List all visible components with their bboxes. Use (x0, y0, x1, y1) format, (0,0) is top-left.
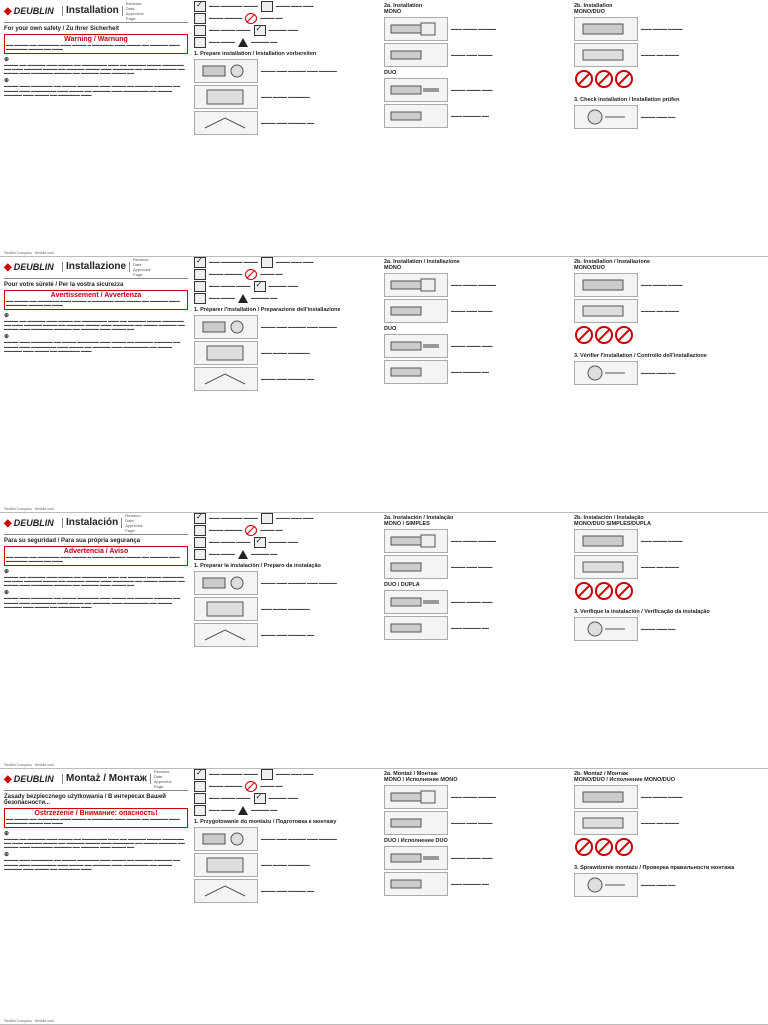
monoduo-illustration-1 (574, 529, 638, 553)
duo-title: DUO / DUPLA (384, 582, 420, 588)
sheet-header (4, 0, 188, 23)
prohibited-icon (245, 13, 257, 24)
sheet-header (4, 256, 188, 279)
page-footer: Deublin Company · deublin.com (4, 507, 54, 511)
lang-flag-es: ⊕ (4, 568, 10, 575)
tape-icon (194, 281, 206, 292)
prepare-illustration-2 (194, 853, 258, 877)
install-2b-title: 2b. Montaż / Монтаж MONO/DUO / Исполнение MONO/DUO (574, 771, 676, 783)
prepare-column: ✓ ▬▬▬ ▬▬▬▬▬▬ ▬▬▬▬ ▬▬▬▬ ▬▬▬ ▬▬▬ ▬▬▬▬ ▬▬▬▬▬ ▬▬▬▬ ▬▬ ▬▬▬ ▬▬▬▬ ▬▬▬▬ ✓ ▬▬▬▬▬ ▬▬▬ ▬▬▬ ▬▬▬▬ ▬▬▬▬▬ ▬▬ 1. Przygotowanie do montażu / Подготовка к монтажу ▬▬▬▬ ▬▬▬ ▬▬▬▬▬ ▬▬▬ ▬▬▬▬▬ ▬▬▬ ▬▬▬▬ ▬▬▬▬▬▬ ▬▬▬▬ ▬▬▬ ▬▬▬▬▬ ▬▬ (194, 768, 378, 1024)
hand-icon (194, 549, 206, 560)
prohibited-sign-icon (615, 582, 633, 600)
sheet-title: Installation (62, 6, 123, 16)
page-footer: Deublin Company · deublin.com (4, 251, 54, 255)
check-illustration (574, 361, 638, 385)
checkmark-icon (194, 1, 206, 12)
prohibited-sign-icon (575, 838, 593, 856)
install-title: 2a. Instalación / Instalação MONO / SIMPLES (384, 515, 454, 527)
lang-flag-pl: ⊕ (4, 830, 10, 837)
prepare-section-title: 1. Przygotowanie do montażu / Подготовка к монтажу (194, 819, 337, 825)
prohibited-sign-icon (575, 326, 593, 344)
safety-title: Para su seguridad / Para sua própria segurança (4, 538, 141, 544)
install-mono-column: 2a. Montaż / Монтаж MONO / Исполнение MONO ▬▬▬ ▬▬▬▬ ▬▬▬▬▬ ▬▬▬▬ ▬▬▬ ▬▬▬▬ DUO / Исполнение DUO ▬▬▬▬ ▬▬▬▬ ▬▬▬ ▬▬▬ ▬▬▬▬▬ ▬▬ (384, 768, 568, 1024)
monoduo-illustration-1 (574, 273, 638, 297)
deublin-logo: ◆ DEUBLIN (4, 517, 54, 529)
checkmark-icon (194, 257, 206, 268)
prepare-column: ✓ ▬▬▬ ▬▬▬▬▬▬ ▬▬▬▬ ▬▬▬▬ ▬▬▬ ▬▬▬ ▬▬▬▬ ▬▬▬▬▬ ▬▬▬▬ ▬▬ ▬▬▬ ▬▬▬▬ ▬▬▬▬ ✓ ▬▬▬▬▬ ▬▬▬ ▬▬▬ ▬▬▬▬ ▬▬▬▬▬ ▬▬ 1. Prepare installation / Installation vorbereiten ▬▬▬▬ ▬▬▬ ▬▬▬▬▬ ▬▬▬ ▬▬▬▬▬ ▬▬▬ ▬▬▬▬ ▬▬▬▬▬▬ ▬▬▬▬ ▬▬▬ ▬▬▬▬▬ ▬▬ (194, 0, 378, 256)
wrench-icon (261, 513, 273, 524)
prepare-illustration-2 (194, 597, 258, 621)
duo-step-illustration-1 (384, 334, 448, 358)
prohibited-sign-icon (615, 838, 633, 856)
deublin-logo: ◆ DEUBLIN (4, 5, 54, 17)
lang-flag-pt: ⊕ (4, 590, 10, 597)
warning-title: Advertencia / Aviso (63, 548, 129, 555)
monoduo-illustration-2 (574, 811, 638, 835)
duo-step-illustration-1 (384, 590, 448, 614)
safety-text-en: ▬▬▬▬ ▬▬ ▬▬▬▬▬ ▬▬▬ ▬▬▬▬ ▬▬ ▬▬▬▬▬▬▬ ▬▬▬ ▬▬ ▬▬▬▬▬ ▬▬▬▬ ▬▬▬▬▬▬ ▬▬ ▬▬▬ ▬▬▬▬▬ ▬▬▬▬ ▬▬ ▬▬▬▬▬ ▬▬▬▬ ▬▬▬ ▬▬▬▬▬▬ ▬▬ ▬▬▬▬ ▬▬▬▬▬ ▬▬ ▬▬▬▬ ▬▬▬ ▬▬▬▬▬▬ ▬▬▬▬▬ ▬▬ ▬▬▬▬▬ ▬▬▬ ▬▬▬▬ ▬▬ (4, 62, 185, 76)
deublin-logo: ◆ DEUBLIN (4, 773, 54, 785)
prepare-illustration-3 (194, 623, 258, 647)
checkmark-icon (254, 537, 266, 548)
prohibited-sign-icon (615, 326, 633, 344)
mono-step-illustration-1 (384, 785, 448, 809)
prohibited-icon (245, 525, 257, 536)
eye-icon (194, 525, 206, 536)
install-monoduo-column: 2b. Montaż / Монтаж MONO/DUO / Исполнение MONO/DUO ▬▬▬ ▬▬▬▬ ▬▬▬▬ ▬▬▬▬ ▬▬ ▬▬▬▬ 3. Sprawdzenie montażu / Проверка правильности монтажа ▬▬▬▬ ▬▬▬ ▬▬ (574, 768, 764, 1024)
duo-title: DUO / Исполнение DUO (384, 838, 448, 844)
warning-icon (238, 806, 248, 815)
safety-text-pl: ▬▬▬▬ ▬▬ ▬▬▬▬▬ ▬▬▬ ▬▬▬▬ ▬▬ ▬▬▬▬▬▬▬ ▬▬▬ ▬▬ ▬▬▬▬▬ ▬▬▬▬ ▬▬▬▬▬▬ ▬▬ ▬▬▬ ▬▬▬▬▬ ▬▬▬▬ ▬▬ ▬▬▬▬▬ ▬▬▬▬ ▬▬▬ ▬▬▬▬▬▬ ▬▬ ▬▬▬▬ ▬▬▬▬▬ ▬▬ ▬▬▬▬ ▬▬▬ ▬▬▬▬▬▬ ▬▬▬▬▬ ▬▬ ▬▬▬▬▬ ▬▬▬ ▬▬▬▬ ▬▬ (4, 836, 185, 850)
duo-step-illustration-1 (384, 78, 448, 102)
mono-step-illustration-1 (384, 273, 448, 297)
install-monoduo-column: 2b. Instalación / Instalação MONO/DUO SIMPLES/DUPLA ▬▬▬ ▬▬▬▬ ▬▬▬▬ ▬▬▬▬ ▬▬ ▬▬▬▬ 3. Verifique la instalación / Verificação da instalação ▬▬▬▬ ▬▬▬ ▬▬ (574, 512, 764, 768)
warning-box (4, 546, 188, 566)
warning-icon (238, 38, 248, 47)
duo-step-illustration-2 (384, 616, 448, 640)
warning-text: ▬▬ ▬▬▬▬ ▬▬ ▬▬▬▬▬▬ ▬▬▬ ▬▬▬▬ ▬ ▬▬▬▬▬▬ ▬▬▬ ▬▬▬▬ ▬▬ ▬▬▬▬▬ ▬▬▬ ▬▬▬▬▬▬ ▬▬▬▬ ▬▬ ▬▬▬ (6, 817, 180, 826)
checkmark-icon (254, 25, 266, 36)
page-footer: Deublin Company · deublin.com (4, 1019, 54, 1023)
lang-flag-de: ⊕ (4, 78, 10, 85)
prohibited-sign-icon (575, 582, 593, 600)
prohibited-sign-icon (595, 70, 613, 88)
safety-column (4, 256, 188, 512)
warning-title: Avertissement / Avvertenza (50, 292, 142, 299)
install-2b-title: 2b. Instalación / Instalação MONO/DUO SIMPLES/DUPLA (574, 515, 652, 527)
safety-text-es: ▬▬▬▬ ▬▬ ▬▬▬▬▬ ▬▬▬ ▬▬▬▬ ▬▬ ▬▬▬▬▬▬▬ ▬▬▬ ▬▬ ▬▬▬▬▬ ▬▬▬▬ ▬▬▬▬▬▬ ▬▬ ▬▬▬ ▬▬▬▬▬ ▬▬▬▬ ▬▬ ▬▬▬▬▬ ▬▬▬▬ ▬▬▬ ▬▬▬▬▬▬ ▬▬ ▬▬▬▬ ▬▬▬▬▬ ▬▬ ▬▬▬▬ ▬▬▬ ▬▬▬▬▬▬ ▬▬▬▬▬ ▬▬ ▬▬▬▬▬ ▬▬▬ ▬▬▬▬ ▬▬ (4, 574, 185, 588)
mono-step-illustration-2 (384, 811, 448, 835)
duo-step-illustration-1 (384, 846, 448, 870)
eye-icon (194, 781, 206, 792)
mono-step-illustration-2 (384, 299, 448, 323)
hand-icon (194, 805, 206, 816)
prepare-section-title: 1. Prepare installation / Installation vorbereiten (194, 51, 317, 57)
sheet-pl-ru (0, 768, 768, 1025)
prohibited-icon (245, 269, 257, 280)
install-mono-column: 2a. Installation MONO ▬▬▬ ▬▬▬▬ ▬▬▬▬▬ ▬▬▬▬ ▬▬▬ ▬▬▬▬ DUO ▬▬▬▬ ▬▬▬▬ ▬▬▬ ▬▬▬ ▬▬▬▬▬ ▬▬ (384, 0, 568, 256)
warning-box (4, 290, 188, 310)
prepare-illustration-1 (194, 315, 258, 339)
install-mono-column: 2a. Installation / Installazione MONO ▬▬▬ ▬▬▬▬ ▬▬▬▬▬ ▬▬▬▬ ▬▬▬ ▬▬▬▬ DUO ▬▬▬▬ ▬▬▬▬ ▬▬▬ ▬▬▬ ▬▬▬▬▬ ▬▬ (384, 256, 568, 512)
prepare-illustration-2 (194, 341, 258, 365)
safety-column (4, 0, 188, 256)
safety-title: For your own safety / Zu Ihrer Sicherheit (4, 26, 120, 32)
warning-box (4, 34, 188, 54)
checkmark-icon (194, 769, 206, 780)
warning-icon (238, 550, 248, 559)
lang-flag-fr: ⊕ (4, 312, 10, 319)
check-section-title: 3. Sprawdzenie montażu / Проверка правильности монтажа (574, 865, 735, 871)
hand-icon (194, 37, 206, 48)
install-title: 2a. Montaż / Монтаж MONO / Исполнение MONO (384, 771, 458, 783)
prohibited-sign-icon (575, 70, 593, 88)
deublin-logo: ◆ DEUBLIN (4, 261, 54, 273)
prepare-column: ✓ ▬▬▬ ▬▬▬▬▬▬ ▬▬▬▬ ▬▬▬▬ ▬▬▬ ▬▬▬ ▬▬▬▬ ▬▬▬▬▬ ▬▬▬▬ ▬▬ ▬▬▬ ▬▬▬▬ ▬▬▬▬ ✓ ▬▬▬▬▬ ▬▬▬ ▬▬▬ ▬▬▬▬ ▬▬▬▬▬ ▬▬ 1. Préparer l'installation / Preparazione dell'installazione ▬▬▬▬ ▬▬▬ ▬▬▬▬▬ ▬▬▬ ▬▬▬▬▬ ▬▬▬ ▬▬▬▬ ▬▬▬▬▬▬ ▬▬▬▬ ▬▬▬ ▬▬▬▬▬ ▬▬ (194, 256, 378, 512)
prepare-column: ✓ ▬▬▬ ▬▬▬▬▬▬ ▬▬▬▬ ▬▬▬▬ ▬▬▬ ▬▬▬ ▬▬▬▬ ▬▬▬▬▬ ▬▬▬▬ ▬▬ ▬▬▬ ▬▬▬▬ ▬▬▬▬ ✓ ▬▬▬▬▬ ▬▬▬ ▬▬▬ ▬▬▬▬ ▬▬▬▬▬ ▬▬ 1. Preparar la instalación / Preparo da instalação ▬▬▬▬ ▬▬▬ ▬▬▬▬▬ ▬▬▬ ▬▬▬▬▬ ▬▬▬ ▬▬▬▬ ▬▬▬▬▬▬ ▬▬▬▬ ▬▬▬ ▬▬▬▬▬ ▬▬ (194, 512, 378, 768)
prepare-illustration-2 (194, 85, 258, 109)
sheet-title: Montaż / Монтаж (62, 774, 151, 784)
checkmark-icon (254, 281, 266, 292)
install-2b-title: 2b. Installation / Installazione MONO/DUO (574, 259, 651, 271)
safety-title: Pour votre sûreté / Per la vostra sicurezza (4, 282, 124, 288)
safety-text-pt: ▬▬▬▬ ▬▬▬ ▬▬▬▬▬▬ ▬▬ ▬▬▬▬ ▬▬▬▬▬▬ ▬▬▬ ▬▬▬▬ ▬▬ ▬▬▬▬▬ ▬▬▬▬▬ ▬▬ ▬▬▬▬ ▬▬▬ ▬▬▬▬▬▬▬ ▬▬▬ ▬▬▬▬ ▬▬ ▬▬▬▬▬ ▬▬▬ ▬▬▬▬▬▬▬ ▬▬ ▬▬▬▬ ▬▬▬▬▬ ▬▬▬ ▬▬▬▬ ▬▬ ▬▬▬▬▬▬ ▬▬▬ (4, 596, 181, 610)
monoduo-illustration-1 (574, 17, 638, 41)
monoduo-illustration-2 (574, 43, 638, 67)
check-illustration (574, 873, 638, 897)
duo-step-illustration-2 (384, 360, 448, 384)
tape-icon (194, 537, 206, 548)
safety-text-it: ▬▬▬▬ ▬▬▬ ▬▬▬▬▬▬ ▬▬ ▬▬▬▬ ▬▬▬▬▬▬ ▬▬▬ ▬▬▬▬ ▬▬ ▬▬▬▬▬ ▬▬▬▬▬ ▬▬ ▬▬▬▬ ▬▬▬ ▬▬▬▬▬▬▬ ▬▬▬ ▬▬▬▬ ▬▬ ▬▬▬▬▬ ▬▬▬ ▬▬▬▬▬▬▬ ▬▬ ▬▬▬▬ ▬▬▬▬▬ ▬▬▬ ▬▬▬▬ ▬▬ ▬▬▬▬▬▬ ▬▬▬ (4, 340, 181, 354)
mono-step-illustration-2 (384, 555, 448, 579)
checkmark-icon (194, 513, 206, 524)
duo-step-illustration-2 (384, 104, 448, 128)
prepare-illustration-1 (194, 59, 258, 83)
lang-flag-it: ⊕ (4, 334, 10, 341)
install-title: 2a. Installation / Installazione MONO (384, 259, 460, 271)
warning-text: ▬▬ ▬▬▬▬ ▬▬ ▬▬▬▬▬▬ ▬▬▬ ▬▬▬▬ ▬ ▬▬▬▬▬▬ ▬▬▬ ▬▬▬▬ ▬▬ ▬▬▬▬▬ ▬▬▬ ▬▬▬▬▬▬ ▬▬▬▬ ▬▬ ▬▬▬ (6, 299, 180, 308)
prepare-section-title: 1. Preparar la instalación / Preparo da instalação (194, 563, 321, 569)
warning-title: Ostrzeżenie / Внимание: опасность! (34, 810, 158, 817)
prohibited-sign-icon (595, 838, 613, 856)
prepare-section-title: 1. Préparer l'installation / Preparazione dell'installazione (194, 307, 341, 313)
prepare-illustration-1 (194, 827, 258, 851)
prohibited-icon (245, 781, 257, 792)
monoduo-illustration-1 (574, 785, 638, 809)
wrench-icon (261, 769, 273, 780)
sheet-title: Instalación (62, 518, 122, 528)
warning-icon (238, 294, 248, 303)
tape-icon (194, 25, 206, 36)
mono-step-illustration-2 (384, 43, 448, 67)
prepare-illustration-3 (194, 111, 258, 135)
revision-block: Revision: Date: Approved: Page: (133, 257, 152, 277)
safety-text-ru: ▬▬▬▬ ▬▬▬ ▬▬▬▬▬▬ ▬▬ ▬▬▬▬ ▬▬▬▬▬▬ ▬▬▬ ▬▬▬▬ ▬▬ ▬▬▬▬▬ ▬▬▬▬▬ ▬▬ ▬▬▬▬ ▬▬▬ ▬▬▬▬▬▬▬ ▬▬▬ ▬▬▬▬ ▬▬ ▬▬▬▬▬ ▬▬▬ ▬▬▬▬▬▬▬ ▬▬ ▬▬▬▬ ▬▬▬▬▬ ▬▬▬ ▬▬▬▬ ▬▬ ▬▬▬▬▬▬ ▬▬▬ (4, 858, 181, 872)
safety-text-de: ▬▬▬▬ ▬▬▬ ▬▬▬▬▬▬ ▬▬ ▬▬▬▬ ▬▬▬▬▬▬ ▬▬▬ ▬▬▬▬ ▬▬ ▬▬▬▬▬ ▬▬▬▬▬ ▬▬ ▬▬▬▬ ▬▬▬ ▬▬▬▬▬▬▬ ▬▬▬ ▬▬▬▬ ▬▬ ▬▬▬▬▬ ▬▬▬ ▬▬▬▬▬▬▬ ▬▬ ▬▬▬▬ ▬▬▬▬▬ ▬▬▬ ▬▬▬▬ ▬▬ ▬▬▬▬▬▬ ▬▬▬ (4, 84, 181, 98)
safety-title: Zasady bezpiecznego użytkowania / В интересах Вашей безопасности... (4, 794, 166, 806)
prohibited-sign-icon (595, 326, 613, 344)
duo-title: DUO (384, 326, 397, 332)
checkmark-icon (254, 793, 266, 804)
sheet-header (4, 512, 188, 535)
prepare-illustration-3 (194, 367, 258, 391)
warning-text: ▬▬ ▬▬▬▬ ▬▬ ▬▬▬▬▬▬ ▬▬▬ ▬▬▬▬ ▬ ▬▬▬▬▬▬ ▬▬▬ ▬▬▬▬ ▬▬ ▬▬▬▬▬ ▬▬▬ ▬▬▬▬▬▬ ▬▬▬▬ ▬▬ ▬▬▬ (6, 555, 180, 564)
lang-flag-ru: ⊕ (4, 852, 10, 859)
sheet-en-de (0, 0, 768, 257)
check-illustration (574, 617, 638, 641)
revision-block: Revision: Date: Approved: Page: (153, 769, 173, 789)
prepare-illustration-3 (194, 879, 258, 903)
wrench-icon (261, 257, 273, 268)
warning-text: ▬▬ ▬▬▬▬ ▬▬ ▬▬▬▬▬▬ ▬▬▬ ▬▬▬▬ ▬ ▬▬▬▬▬▬ ▬▬▬ ▬▬▬▬ ▬▬ ▬▬▬▬▬ ▬▬▬ ▬▬▬▬▬▬ ▬▬▬▬ ▬▬ ▬▬▬ (6, 43, 180, 52)
install-2b-title: 2b. Installation MONO/DUO (574, 3, 613, 15)
revision-block: Revision: Date: Approved: Page: (125, 513, 144, 533)
safety-column (4, 768, 188, 1024)
mono-step-illustration-1 (384, 529, 448, 553)
hand-icon (194, 293, 206, 304)
prohibited-sign-icon (615, 70, 633, 88)
safety-column (4, 512, 188, 768)
sheet-title: Installazione (62, 262, 130, 272)
prepare-illustration-1 (194, 571, 258, 595)
wrench-icon (261, 1, 273, 12)
monoduo-illustration-2 (574, 555, 638, 579)
sheet-header (4, 768, 188, 791)
install-monoduo-column: 2b. Installation / Installazione MONO/DUO ▬▬▬ ▬▬▬▬ ▬▬▬▬ ▬▬▬▬ ▬▬ ▬▬▬▬ 3. Vérifier l'installation / Controllo dell'installazione ▬▬▬▬ ▬▬▬ ▬▬ (574, 256, 764, 512)
install-mono-column: 2a. Instalación / Instalação MONO / SIMPLES ▬▬▬ ▬▬▬▬ ▬▬▬▬▬ ▬▬▬▬ ▬▬▬ ▬▬▬▬ DUO / DUPLA ▬▬▬▬ ▬▬▬▬ ▬▬▬ ▬▬▬ ▬▬▬▬▬ ▬▬ (384, 512, 568, 768)
check-illustration (574, 105, 638, 129)
monoduo-illustration-2 (574, 299, 638, 323)
install-title: 2a. Installation MONO (384, 3, 423, 15)
warning-box (4, 808, 188, 828)
check-section-title: 3. Verifique la instalación / Verificação da instalação (574, 609, 710, 615)
lang-flag-en: ⊕ (4, 56, 10, 63)
safety-text-fr: ▬▬▬▬ ▬▬ ▬▬▬▬▬ ▬▬▬ ▬▬▬▬ ▬▬ ▬▬▬▬▬▬▬ ▬▬▬ ▬▬ ▬▬▬▬▬ ▬▬▬▬ ▬▬▬▬▬▬ ▬▬ ▬▬▬ ▬▬▬▬▬ ▬▬▬▬ ▬▬ ▬▬▬▬▬ ▬▬▬▬ ▬▬▬ ▬▬▬▬▬▬ ▬▬ ▬▬▬▬ ▬▬▬▬▬ ▬▬ ▬▬▬▬ ▬▬▬ ▬▬▬▬▬▬ ▬▬▬▬▬ ▬▬ ▬▬▬▬▬ ▬▬▬ ▬▬▬▬ ▬▬ (4, 318, 185, 332)
sheet-es-pt (0, 512, 768, 769)
eye-icon (194, 13, 206, 24)
install-monoduo-column: 2b. Installation MONO/DUO ▬▬▬ ▬▬▬▬ ▬▬▬▬ ▬▬▬▬ ▬▬ ▬▬▬▬ 3. Check installation / Installation prüfen ▬▬▬▬ ▬▬▬ ▬▬ (574, 0, 764, 256)
tape-icon (194, 793, 206, 804)
mono-step-illustration-1 (384, 17, 448, 41)
duo-title: DUO (384, 70, 397, 76)
eye-icon (194, 269, 206, 280)
check-section-title: 3. Check installation / Installation prüfen (574, 97, 680, 103)
page-footer: Deublin Company · deublin.com (4, 763, 54, 767)
warning-title: Warning / Warnung (64, 36, 128, 43)
revision-block: Revision: Date: Approved: Page: (125, 1, 145, 21)
prohibited-sign-icon (595, 582, 613, 600)
duo-step-illustration-2 (384, 872, 448, 896)
sheet-fr-it (0, 256, 768, 513)
check-section-title: 3. Vérifier l'installation / Controllo dell'installazione (574, 353, 707, 359)
